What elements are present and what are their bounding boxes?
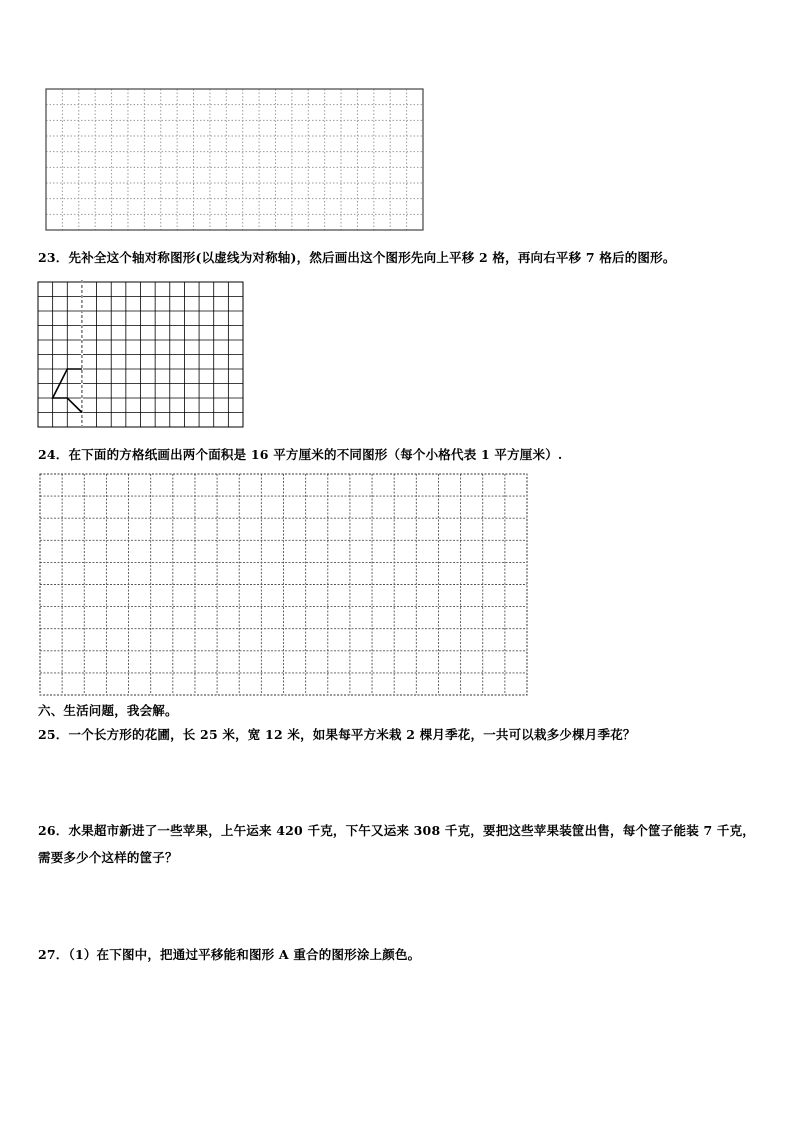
q23-symmetry-grid <box>38 282 243 427</box>
question-24: 24．在下面的方格纸画出两个面积是 16 平方厘米的不同图形（每个小格代表 1 平方厘米）. <box>38 447 563 462</box>
question-26: 26．水果超市新进了一些苹果，上午运来 420 千克，下午又运来 308 千克，要把这些苹果装筐出售，每个筐子能装 7 千克，需要多少个这样的筐子？ <box>38 823 755 865</box>
top-dotted-grid <box>46 89 423 230</box>
question-23: 23．先补全这个轴对称图形(以虚线为对称轴)，然后画出这个图形先向上平移 2 格，再向右平移 7 格后的图形。 <box>38 250 676 265</box>
question-27: 27．（1）在下图中，把通过平移能和图形 A 重合的图形涂上颜色。 <box>38 947 421 962</box>
q24-square-grid <box>40 474 527 695</box>
grid-border <box>46 89 423 230</box>
question-25: 25．一个长方形的花圃，长 25 米，宽 12 米，如果每平方米栽 2 棵月季花，一共可以栽多少棵月季花？ <box>38 727 636 742</box>
section-6-heading: 六、生活问题，我会解。 <box>38 703 178 718</box>
